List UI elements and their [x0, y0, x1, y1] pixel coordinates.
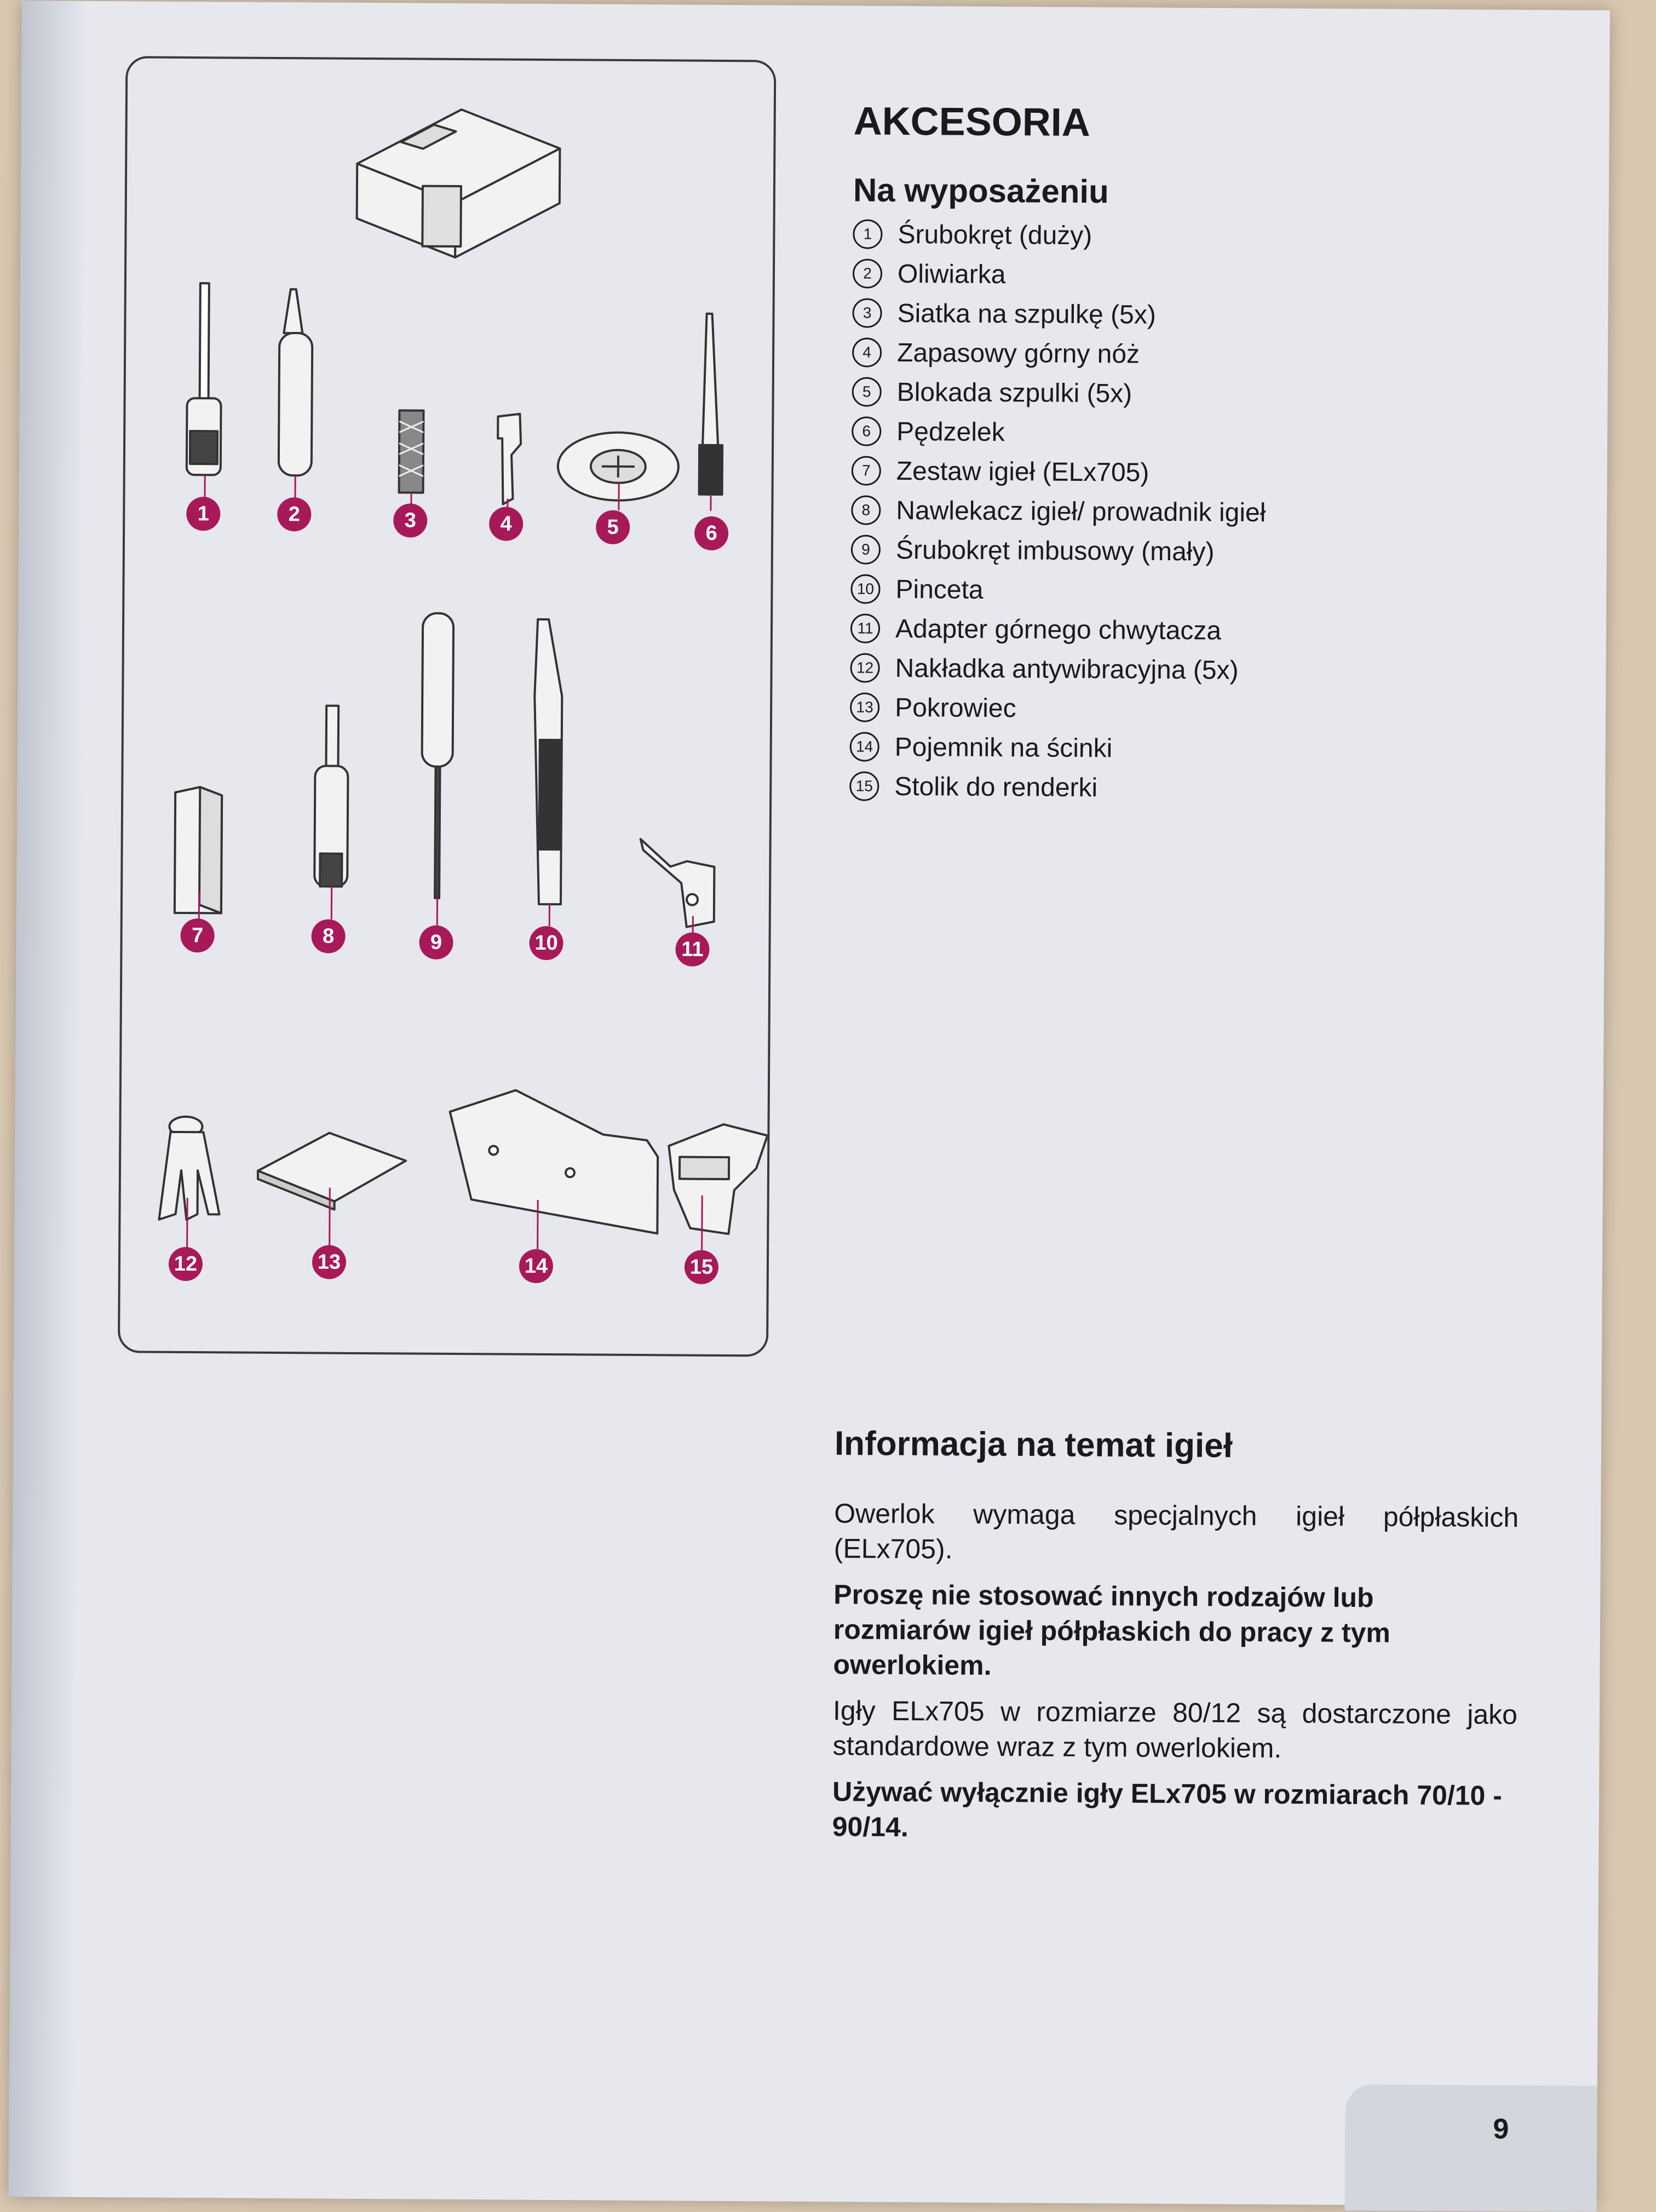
leader-line: [618, 483, 619, 510]
hex-screwdriver-icon: [421, 613, 453, 898]
info-paragraph: Owerlok wymaga specjalnych igieł półpłaskich (ELx705).: [833, 1498, 1519, 1565]
accessory-number: 2: [853, 258, 882, 288]
accessory-item: [852, 451, 1563, 495]
accessory-number: 4: [852, 337, 882, 367]
anti-vibration-pad-icon: [159, 1117, 220, 1220]
accessory-label: Siatka na szpulkę (5x): [897, 298, 1156, 330]
manual-page: [9, 1, 1610, 2207]
info-paragraph: Igły ELx705 w rozmiarze 80/12 są dostarczone jako standardowe wraz z tym owerlokiem.: [832, 1695, 1518, 1764]
accessory-number: 9: [851, 535, 881, 564]
accessory-number: 6: [852, 416, 881, 446]
looper-adapter-icon: [640, 839, 715, 927]
info-warning: Proszę nie stosować innych rodzajów lub rozmiarów igieł półpłaskich do pracy z tym owerlokiem.: [833, 1579, 1390, 1681]
accessory-number: 12: [850, 653, 879, 682]
accessory-label: Pinceta: [895, 574, 984, 605]
badge-13: 13: [312, 1245, 346, 1279]
accessory-number: 11: [850, 613, 880, 643]
accessory-number: 7: [852, 456, 881, 485]
badge-4: 4: [489, 507, 523, 541]
badge-6: 6: [694, 516, 728, 550]
needle-threader-icon: [314, 705, 348, 886]
section-title: AKCESORIA: [853, 99, 1090, 145]
accessory-label: Śrubokręt imbusowy (mały): [895, 535, 1215, 566]
spool-net-icon: [399, 410, 424, 492]
leader-line: [186, 1198, 188, 1252]
accessory-label: Pojemnik na ścinki: [894, 732, 1113, 763]
badge-12: 12: [169, 1247, 203, 1281]
accessory-number: 3: [852, 298, 882, 328]
accessory-label: Stolik do renderki: [894, 772, 1098, 802]
brush-icon: [699, 314, 723, 495]
accessory-label: Adapter górnego chwytacza: [895, 614, 1222, 646]
badge-3: 3: [393, 503, 427, 537]
badge-1: 1: [186, 497, 220, 531]
accessories-illustration-panel: [118, 56, 776, 1357]
accessories-illustrations: [120, 58, 774, 1354]
needle-info-section: [832, 1424, 1519, 1859]
accessory-number: 8: [851, 495, 881, 525]
accessory-label: Blokada szpulki (5x): [896, 377, 1132, 409]
leader-line: [549, 904, 550, 926]
accessory-item: [850, 569, 1562, 613]
section-subtitle: Na wyposażeniu: [853, 171, 1109, 210]
badge-5: 5: [596, 510, 630, 544]
accessory-item: [850, 727, 1562, 771]
accessory-item: [850, 608, 1562, 652]
leader-line: [331, 887, 332, 920]
accessory-item: [850, 687, 1562, 731]
leader-line: [537, 1200, 539, 1252]
accessory-item: [853, 254, 1565, 297]
accessory-number: 1: [853, 219, 882, 249]
accessories-list-section: [849, 99, 1566, 810]
accessory-number: 5: [852, 377, 882, 406]
dust-cover-icon: [258, 1133, 406, 1210]
rolled-hem-plate-icon: [668, 1124, 767, 1234]
tweezers-icon: [533, 619, 562, 904]
accessory-number: 14: [850, 732, 879, 761]
badge-7: 7: [180, 918, 214, 952]
accessory-label: Śrubokręt (duży): [898, 220, 1092, 250]
leader-line: [692, 916, 694, 933]
badge-10: 10: [529, 926, 563, 960]
toolbox-icon: [357, 109, 560, 258]
accessory-item: [852, 411, 1563, 455]
badge-2: 2: [277, 497, 311, 531]
accessory-label: Oliwiarka: [897, 259, 1006, 289]
leader-line: [710, 495, 711, 511]
accessory-label: Zestaw igieł (ELx705): [896, 456, 1149, 487]
accessory-item: [849, 766, 1561, 810]
info-title: Informacja na temat igieł: [834, 1424, 1233, 1465]
page-number-tab: [1344, 2084, 1597, 2212]
accessory-label: Pokrowiec: [895, 693, 1016, 723]
knife-icon: [497, 413, 521, 504]
accessory-item: [850, 648, 1562, 692]
info-warning: Używać wyłącznie igły ELx705 w rozmiarach 70/10 - 90/14.: [832, 1776, 1503, 1843]
accessory-label: Nawlekacz igieł/ prowadnik igieł: [896, 496, 1266, 527]
screwdriver-icon: [187, 283, 222, 475]
badge-11: 11: [675, 932, 709, 966]
accessory-item: [853, 214, 1565, 258]
badge-15: 15: [685, 1250, 718, 1284]
page-gutter-shadow: [9, 1, 88, 2197]
accessory-label: Zapasowy górny nóż: [896, 338, 1140, 369]
leader-line: [701, 1196, 703, 1250]
accessory-number: 10: [850, 574, 880, 604]
badge-14: 14: [519, 1249, 553, 1283]
accessory-number: 15: [849, 771, 879, 801]
badge-8: 8: [311, 919, 345, 953]
page-number: 9: [1493, 2113, 1509, 2145]
accessory-item: [852, 372, 1563, 416]
accessory-item: [851, 490, 1563, 534]
accessory-item: [852, 293, 1564, 337]
leader-line: [436, 898, 438, 926]
accessory-label: Pędzelek: [896, 417, 1005, 447]
accessory-number: 13: [850, 692, 879, 722]
accessory-item: [852, 332, 1564, 376]
accessories-list: [849, 214, 1565, 810]
badge-9: 9: [419, 926, 453, 960]
oiler-icon: [279, 289, 313, 475]
accessory-item: [851, 530, 1563, 573]
accessory-label: Nakładka antywibracyjna (5x): [895, 653, 1239, 685]
waste-container-icon: [449, 1090, 658, 1233]
